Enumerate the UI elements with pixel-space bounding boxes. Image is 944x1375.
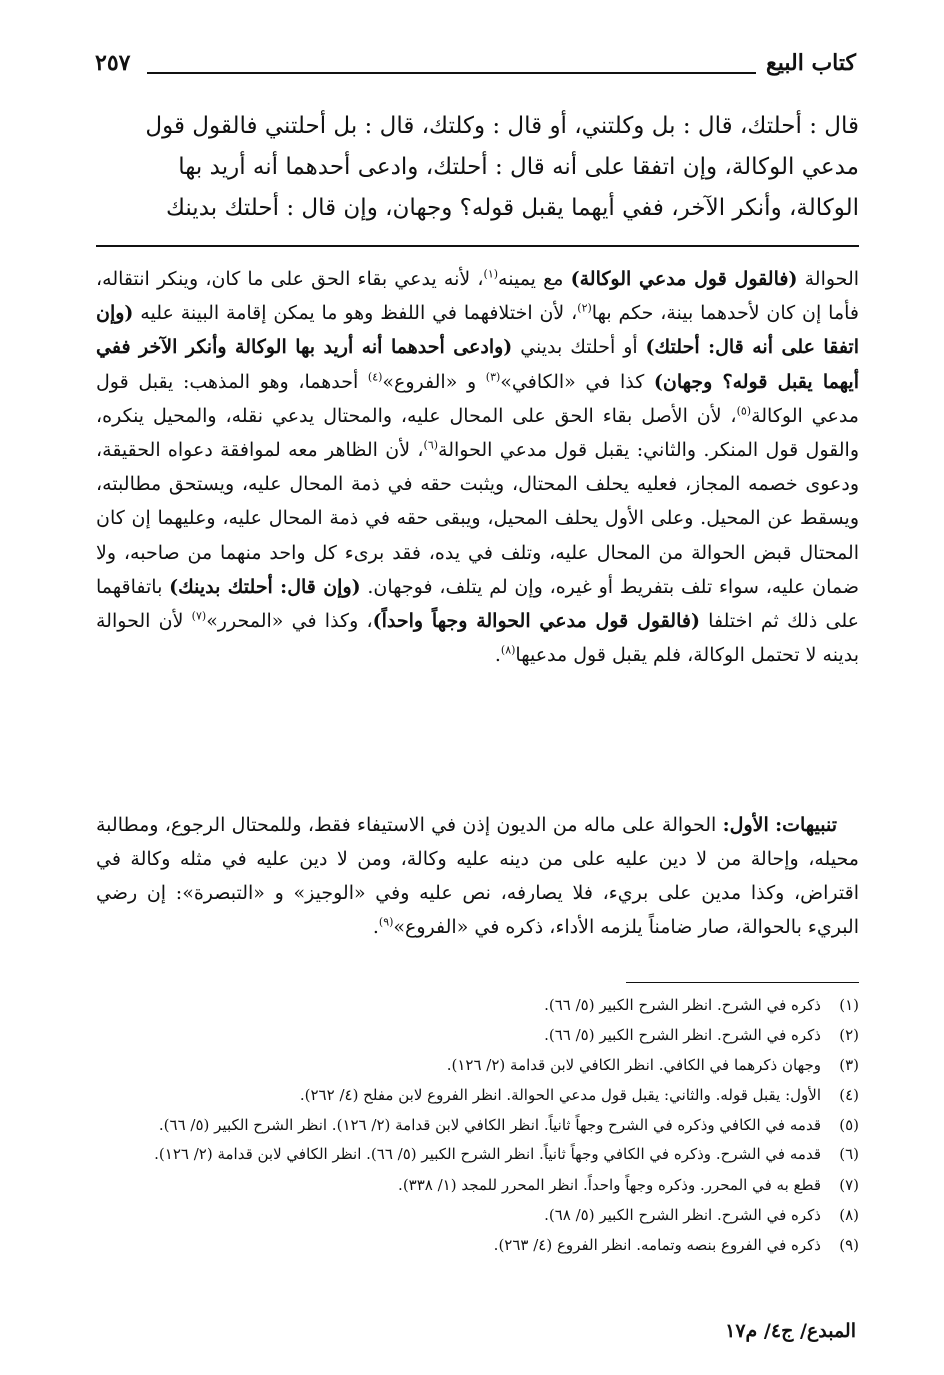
footnote (96, 1230, 859, 1260)
footnote (96, 1140, 859, 1170)
main-text-line: الوكالة، وأنكر الآخر، ففي أيهما يقبل قوله؟ وجهان، وإن قال : أحلتك بدينك (165, 195, 859, 221)
footnote-number: (٤) (839, 1086, 859, 1104)
commentary-text: ، لأن اختلافهما في اللفظ وهو ما يمكن إقامة البينة عليه (133, 302, 578, 325)
footnote-text: قدمه في الكافي وذكره في الشرح وجهاً ثانياً. انظر الكافي لابن قدامة (٢/ ١٢٦). انظر الشرح الكبير (٥/ ٦٦). (158, 1116, 821, 1134)
main-text (96, 106, 859, 229)
footnote-number: (١) (839, 996, 859, 1014)
footnotes (96, 990, 859, 1260)
notice-first-label: الأول: (722, 814, 769, 836)
notice-text: الحوالة على ماله من الديون إذن في الاستيفاء فقط، وللمحتال الرجوع، ومطالبة محيله، وإحالة من لا دين عليه على من دينه عليه وكالة، ومن لا دين عليه في مثله وكالة في اقتراض، وكذا مدين على بريء، فلا يصارفه، نص عليه وفي «الوجيز» و «التبصرة»: إن رضي البريء بالحوالة، صار ضامناً يلزمه الأداء، ذكره في «الفروع» (96, 814, 859, 938)
header-rule (147, 72, 756, 74)
footnote-number: (٨) (839, 1206, 859, 1224)
footnote-number: (٥) (839, 1116, 859, 1134)
commentary-text: كذا في «الكافي» (500, 370, 654, 393)
footnote-text: ذكره في الفروع بنصه وتمامه. انظر الفروع (٤/ ٢٦٣). (493, 1236, 821, 1254)
footnote-text: ذكره في الشرح. انظر الشرح الكبير (٥/ ٦٨). (544, 1206, 821, 1224)
footnote-number: (٢) (839, 1026, 859, 1044)
footnote (96, 1050, 859, 1080)
page-header (95, 50, 856, 80)
footnote-rule (626, 982, 859, 983)
commentary-text: باتفاقهما على ذلك ثم اختلفا (96, 575, 859, 633)
footnote-text: ذكره في الشرح. انظر الشرح الكبير (٥/ ٦٦). (544, 1026, 821, 1044)
quoted-matn: (وإن اتفقا على أنه قال: أحلتك) (96, 302, 859, 359)
footnote-ref: (٩) (378, 915, 394, 929)
commentary-text: . (494, 644, 501, 667)
commentary-text: لأن الحوالة بدينه لا تحتمل الوكالة، فلم يقبل قول مدعيها (96, 610, 859, 667)
footnote (96, 1200, 859, 1230)
commentary-text: ، وكذا في «المحرر» (206, 610, 373, 633)
footnote (96, 1080, 859, 1110)
commentary-text: مع يمينه (498, 268, 571, 290)
footnote (96, 1020, 859, 1050)
notices-label: تنبيهات: (775, 814, 837, 836)
footnote-number: (٩) (839, 1236, 859, 1254)
footnote (96, 1110, 859, 1140)
notice-text: . (372, 916, 379, 938)
footnote-number: (٣) (839, 1056, 859, 1074)
commentary-text: الحوالة (797, 268, 860, 290)
footnote (96, 990, 859, 1020)
quoted-matn: (وإن قال: أحلتك بدينك) (169, 575, 361, 598)
footnote-ref: (٦) (423, 438, 439, 452)
commentary-text: ، لأنه يدعي بقاء الحق على ما كان، وينكر انتقاله، فأما إن كان لأحدهما بينة، حكم بها (96, 268, 859, 325)
text-divider (96, 245, 859, 247)
notices-paragraph (96, 808, 859, 944)
footnote-ref: (٣) (485, 370, 501, 384)
footnote (96, 1170, 859, 1200)
quoted-matn: (فالقول قول مدعي الوكالة) (570, 268, 798, 290)
commentary-text: أو أحلتك بديني (512, 336, 646, 359)
commentary (96, 262, 859, 672)
book-title: كتاب البيع (766, 50, 856, 76)
commentary-text: أحدهما، وهو المذهب: يقبل قول مدعي الوكالة (96, 370, 859, 427)
page-number: ٢٥٧ (95, 50, 131, 76)
footnote-text: وجهان ذكرهما في الكافي. انظر الكافي لابن قدامة (٢/ ١٢٦). (446, 1056, 821, 1074)
volume-signature: المبدع/ ج٤/ م١٧ (725, 1320, 856, 1342)
footnote-ref: (٤) (367, 370, 383, 384)
commentary-text: و «الفروع» (382, 370, 486, 393)
footnote-text: قدمه في الشرح. وذكره في الكافي وجهاً ثانياً. انظر الشرح الكبير (٥/ ٦٦). انظر الكافي لابن قدامة (٢/ ١٢٦). (154, 1145, 821, 1163)
main-text-line: مدعي الوكالة، وإن اتفقا على أنه قال : أحلتك، وادعى أحدهما أنه أريد بها (178, 154, 859, 180)
quoted-matn: (وادعى أحدهما أنه أريد بها الوكالة وأنكر الآخر ففي أيهما يقبل قوله؟ وجهان) (96, 336, 859, 393)
quoted-matn: (فالقول قول مدعي الحوالة وجهاً واحداً) (372, 610, 700, 633)
footnote-ref: (٧) (191, 609, 207, 623)
footnote-ref: (٢) (577, 301, 592, 315)
footnote-text: الأول: يقبل قوله. والثاني: يقبل قول مدعي الحوالة. انظر الفروع لابن مفلح (٤/ ٢٦٢). (299, 1086, 821, 1104)
footnote-number: (٧) (839, 1176, 859, 1194)
footnote-text: قطع به في المحرر. وذكره وجهاً واحداً. انظر المحرر للمجد (١/ ٣٣٨). (398, 1176, 821, 1194)
footnote-ref: (٥) (736, 404, 752, 418)
footnote-ref: (١) (483, 267, 499, 281)
commentary-text: ، لأن الظاهر معه لموافقة دعواه الحقيقة، ودعوى خصمه المجاز، فعليه يحلف المحتال، ويثبت حقه في ذمة المحال عليه، ويستحق مطالبته، ويسقط عن المحيل. وعلى الأول يحلف المحيل، ويبقى حقه في ذمة المحال عليه، وعليهما إن كان المحتال قبض الحوالة من المحال عليه، وتلف في يده، فقد برىء كل واحد منهما من صاحبه، ولا ضمان عليه، سواء تلف بتفريط أو غيره، وإن لم يتلف، فوجهان. (96, 439, 860, 598)
main-text-line: قال : أحلتك، قال : بل وكلتني، أو قال : وكلتك، قال : بل أحلتني فالقول قول (145, 113, 859, 139)
commentary-text: ، لأن الأصل بقاء الحق على المحال عليه، والمحتال يدعي نقله، والمحيل ينكره، والقول قول المنكر. والثاني: يقبل قول مدعي الحوالة (96, 404, 860, 462)
footnote-text: ذكره في الشرح. انظر الشرح الكبير (٥/ ٦٦). (544, 996, 821, 1014)
footnote-ref: (٨) (500, 643, 516, 657)
footnote-number: (٦) (839, 1145, 859, 1163)
